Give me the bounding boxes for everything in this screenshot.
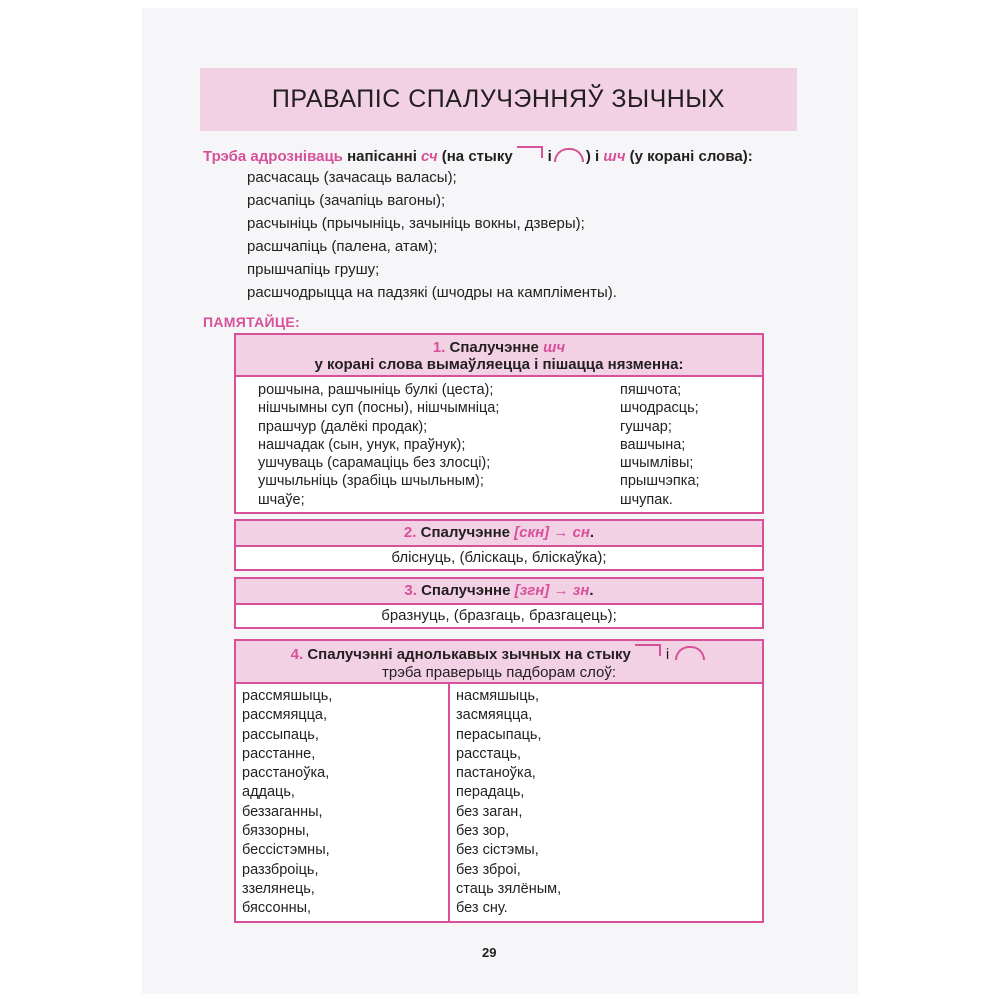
list-item: бяззорны, bbox=[242, 823, 310, 840]
box1-left-list bbox=[258, 381, 499, 509]
list-item: перасыпаць, bbox=[456, 726, 542, 743]
root-arc-icon bbox=[675, 646, 705, 660]
rule-box-4-header: 4. Спалучэнні аднолькавых зычных на стыку і трэба праверыць падборам слоў: bbox=[236, 641, 762, 684]
list-item: пяшчота; bbox=[620, 382, 682, 398]
list-item: стаць зялёным, bbox=[456, 880, 562, 897]
rule-box-4 bbox=[234, 639, 764, 923]
list-item: без сну. bbox=[456, 900, 508, 917]
rule-example: расчыніць (прычыніць, зачыніць вокны, дзверы); bbox=[247, 215, 585, 232]
page-title: ПРАВАПІС СПАЛУЧЭННЯЎ ЗЫЧНЫХ bbox=[271, 85, 726, 113]
rule-box-2-body: блiснуць, (блiскаць, блiскаўка); bbox=[391, 549, 607, 566]
list-item: ззелянець, bbox=[242, 880, 315, 897]
list-item: бессістэмны, bbox=[242, 842, 330, 859]
box4-left-list bbox=[242, 687, 332, 919]
sch-letters: сч bbox=[421, 148, 438, 165]
rule-box-4-body bbox=[236, 684, 762, 921]
page-number: 29 bbox=[482, 945, 497, 960]
list-item: шчаўе; bbox=[258, 491, 305, 508]
list-item: рассыпаць, bbox=[242, 726, 319, 743]
list-item: засмяяцца, bbox=[456, 707, 533, 724]
list-item: расстаць, bbox=[456, 745, 522, 762]
list-item: без зброі, bbox=[456, 861, 521, 878]
rule-lead: Трэба адрозніваць bbox=[203, 148, 343, 165]
prefix-boundary-icon bbox=[517, 146, 543, 158]
list-item: раззброіць, bbox=[242, 861, 319, 878]
rule-box-3-body: бразнуць, (бразгаць, бразгацець); bbox=[381, 607, 617, 624]
list-item: нішчымны суп (посны), нішчымніца; bbox=[258, 400, 500, 417]
rule-example: расшчодрыцца на падзякі (шчодры на кампліменты). bbox=[247, 284, 617, 301]
list-item: насмяшыць, bbox=[456, 688, 540, 704]
shch-letters: шч bbox=[603, 148, 626, 165]
prefix-boundary-icon bbox=[635, 644, 661, 656]
rule-example: расчасаць (зачасаць валасы); bbox=[247, 169, 457, 186]
list-item: прашчур (далёкі продак); bbox=[258, 418, 428, 435]
rule-statement: Трэба адрозніваць напісанні сч (на стыку і ) і шч (у корані слова): bbox=[203, 148, 753, 165]
list-item: перадаць, bbox=[456, 784, 525, 801]
list-item: рошчына, рашчыніць булкі (цеста); bbox=[258, 382, 494, 398]
title-band bbox=[200, 68, 797, 131]
list-item: нашчадак (сын, унук, праўнук); bbox=[258, 436, 466, 453]
list-item: расстанне, bbox=[242, 745, 316, 762]
list-item: без заган, bbox=[456, 803, 523, 820]
box1-right-list bbox=[620, 381, 700, 509]
list-item: без сістэмы, bbox=[456, 842, 539, 859]
list-item: беззаганны, bbox=[242, 803, 323, 820]
root-arc-icon bbox=[554, 148, 584, 162]
list-item: без зор, bbox=[456, 823, 510, 840]
list-item: пастаноўка, bbox=[456, 765, 536, 782]
list-item: ушчыльніць (зрабіць шчыльным); bbox=[258, 473, 484, 490]
column-divider bbox=[448, 684, 450, 921]
list-item: прышчэпка; bbox=[620, 473, 700, 490]
list-item: бяссонны, bbox=[242, 900, 312, 917]
rule-box-3-header: 3. Спалучэнне [згн] → зн. bbox=[236, 579, 762, 605]
list-item: рассмяшыць, bbox=[242, 688, 333, 704]
rule-box-2-header: 2. Спалучэнне [скн] → сн. bbox=[236, 521, 762, 547]
list-item: ушчуваць (сарамаціць без злосці); bbox=[258, 455, 491, 472]
rule-example: расшчапіць (палена, атам); bbox=[247, 238, 438, 255]
rule-box-1-header: 1. Спалучэнне шч у корані слова вымаўляецца і пішацца нязменна: bbox=[236, 335, 762, 377]
list-item: рассмяяцца, bbox=[242, 707, 328, 724]
list-item: гушчар; bbox=[620, 418, 672, 435]
rule-box-1 bbox=[234, 333, 764, 514]
list-item: вашчына; bbox=[620, 436, 686, 453]
list-item: аддаць, bbox=[242, 784, 295, 801]
remember-label: ПАМЯТАЙЦЕ: bbox=[203, 314, 300, 330]
box4-right-list bbox=[456, 687, 561, 919]
rule-box-2 bbox=[234, 519, 764, 571]
list-item: шчупак. bbox=[620, 491, 673, 508]
list-item: шчодрасць; bbox=[620, 400, 699, 417]
rule-example: расчапіць (зачапіць вагоны); bbox=[247, 192, 446, 209]
list-item: расстаноўка, bbox=[242, 765, 330, 782]
list-item: шчымлівы; bbox=[620, 455, 694, 472]
rule-box-3 bbox=[234, 577, 764, 629]
rule-example: прышчапіць грушу; bbox=[247, 261, 380, 278]
